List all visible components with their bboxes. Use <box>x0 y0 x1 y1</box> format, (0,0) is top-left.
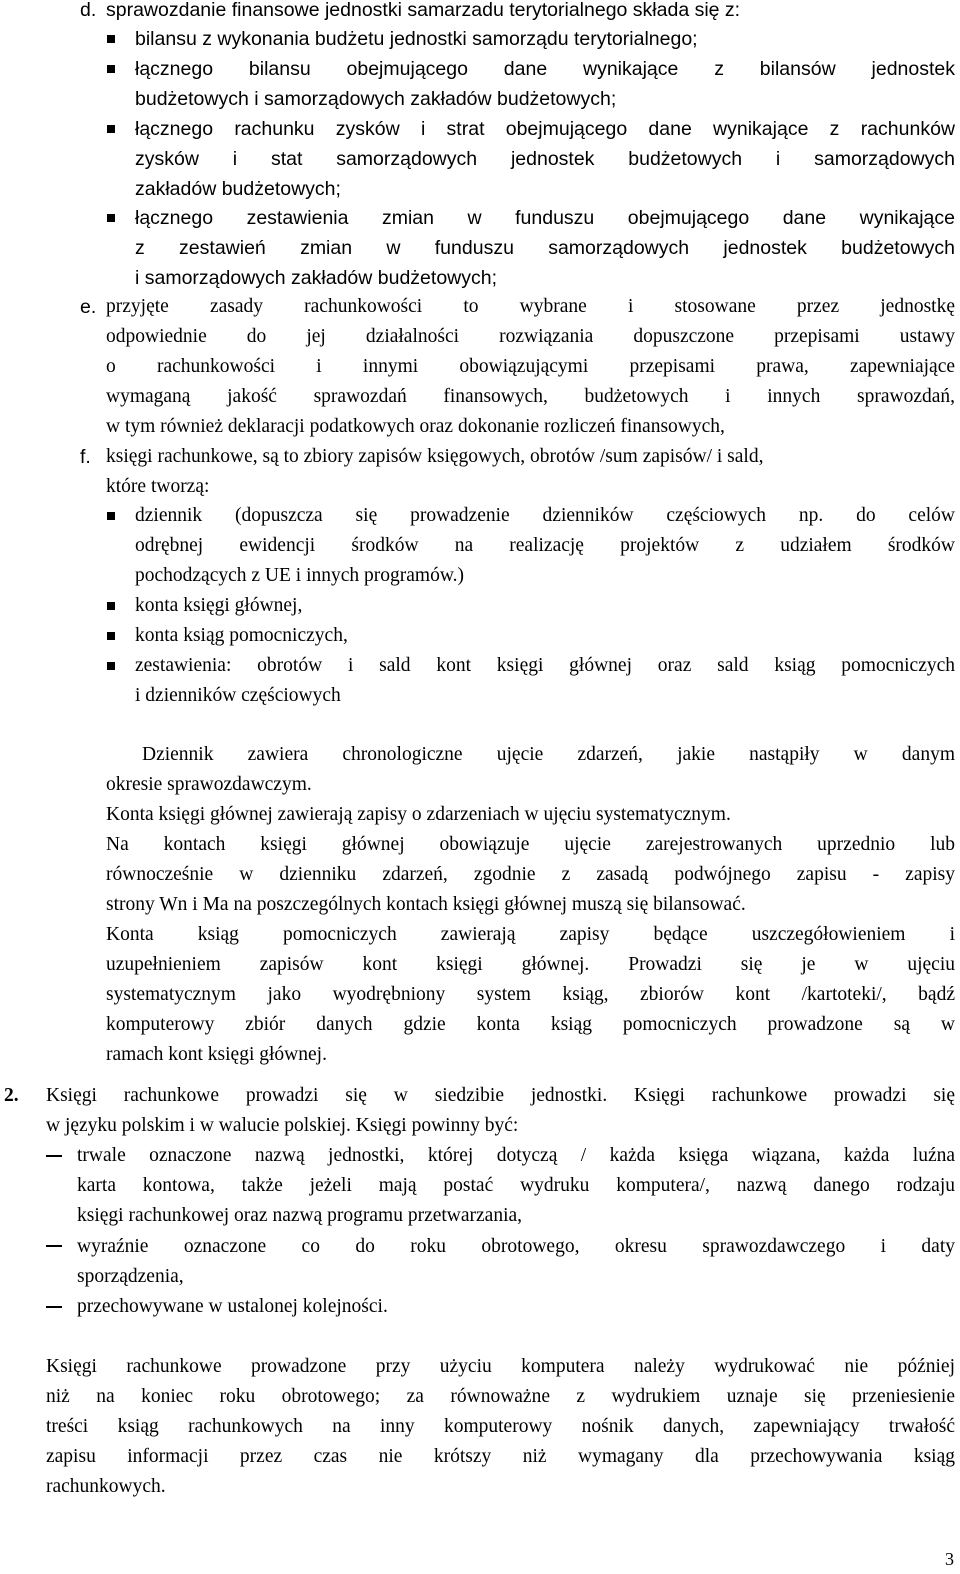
paragraph-line: równocześnie w dzienniku zdarzeń, zgodnie z zasadą podwójnego zapisu - zapisy <box>106 864 955 885</box>
paragraph-line: okresie sprawozdawczym. <box>106 774 312 795</box>
section-d-marker: d. <box>80 0 97 21</box>
paragraph-line: ramach kont księgi głównej. <box>106 1044 327 1065</box>
paragraph-line: systematycznym jako wyodrębniony system ksiąg, zbiorów kont /kartoteki/, bądź <box>106 984 955 1005</box>
paragraph-line: odpowiednie do jej działalności rozwiązania dopuszczone przepisami ustawy <box>106 326 955 347</box>
list-item-line: przechowywane w ustalonej kolejności. <box>77 1296 388 1317</box>
dash-bullet-icon <box>46 1245 62 1247</box>
paragraph-line: które tworzą: <box>106 476 210 497</box>
list-item-line: wyraźnie oznaczone co do roku obrotowego, okresu sprawozdawczego i daty <box>77 1236 955 1257</box>
list-item-line: i samorządowych zakładów budżetowych; <box>135 267 498 289</box>
list-item-line: karta kontowa, także jeżeli mają postać wydruku komputera/, nazwą danego rodzaju <box>77 1175 955 1196</box>
section-2-marker: 2. <box>4 1085 19 1106</box>
dash-bullet-icon <box>46 1306 62 1308</box>
dash-bullet-icon <box>46 1155 62 1157</box>
paragraph-line: księgi rachunkowe, są to zbiory zapisów księgowych, obrotów /sum zapisów/ i sald, <box>106 446 764 467</box>
paragraph-line: wymaganą jakość sprawozdań finansowych, budżetowych i innych sprawozdań, <box>106 386 955 407</box>
list-item-line: trwale oznaczone nazwą jednostki, której dotyczą / każda księga wiązana, każda luźna <box>77 1145 955 1166</box>
paragraph-line: zapisu informacji przez czas nie krótszy niż wymagany dla przechowywania ksiąg <box>46 1446 955 1467</box>
bullet-icon <box>107 602 115 610</box>
list-item-line: łącznego rachunku zysków i strat obejmującego dane wynikające z rachunków <box>135 118 955 140</box>
list-item-line: pochodzących z UE i innych programów.) <box>135 565 465 586</box>
bullet-icon <box>107 512 115 520</box>
paragraph-line: rachunkowych. <box>46 1476 166 1497</box>
list-item-line: zakładów budżetowych; <box>135 178 341 200</box>
bullet-icon <box>107 125 115 133</box>
list-item-line: konta księgi głównej, <box>135 595 303 616</box>
paragraph-line: uzupełnieniem zapisów kont księgi głównej. Prowadzi się je w ujęciu <box>106 954 955 975</box>
paragraph-line: strony Wn i Ma na poszczególnych kontach księgi głównej muszą się bilansować. <box>106 894 746 915</box>
list-item-line: dziennik (dopuszcza się prowadzenie dzienników częściowych np. do celów <box>135 505 955 526</box>
paragraph-line: przyjęte zasady rachunkowości to wybrane i stosowane przez jednostkę <box>106 296 955 317</box>
bullet-icon <box>107 632 115 640</box>
list-item-line: z zestawień zmian w funduszu samorządowych jednostek budżetowych <box>135 237 955 259</box>
paragraph-line: Na kontach księgi głównej obowiązuje ujęcie zarejestrowanych uprzednio lub <box>106 834 955 855</box>
list-item-line: budżetowych i samorządowych zakładów budżetowych; <box>135 88 617 110</box>
list-item-line: księgi rachunkowej oraz nazwą programu przetwarzania, <box>77 1205 523 1226</box>
paragraph-line: treści ksiąg rachunkowych na inny komputerowy nośnik danych, zapewniający trwałość <box>46 1416 955 1437</box>
list-item-line: i dzienników częściowych <box>135 685 341 706</box>
bullet-icon <box>107 214 115 222</box>
list-item-line: zysków i stat samorządowych jednostek budżetowych i samorządowych <box>135 148 955 170</box>
paragraph-line: w języku polskim i w walucie polskiej. Księgi powinny być: <box>46 1115 519 1136</box>
paragraph-line: Księgi rachunkowe prowadzone przy użyciu komputera należy wydrukować nie później <box>46 1356 955 1377</box>
list-item-line: zestawienia: obrotów i sald kont księgi głównej oraz sald ksiąg pomocniczych <box>135 655 955 676</box>
list-item-line: łącznego bilansu obejmującego dane wynikające z bilansów jednostek <box>135 58 955 80</box>
section-d-heading: sprawozdanie finansowe jednostki samarzadu terytorialnego składa się z: <box>106 0 741 21</box>
list-item-line: konta ksiąg pomocniczych, <box>135 625 348 646</box>
bullet-icon <box>107 662 115 670</box>
paragraph-line: Konta ksiąg pomocniczych zawierają zapisy będące uszczegółowieniem i <box>106 924 955 945</box>
section-f-marker: f. <box>80 446 91 468</box>
paragraph-line: o rachunkowości i innymi obowiązującymi przepisami prawa, zapewniające <box>106 356 955 377</box>
paragraph-line: Dziennik zawiera chronologiczne ujęcie zdarzeń, jakie nastąpiły w danym <box>142 744 955 765</box>
bullet-icon <box>107 65 115 73</box>
list-item-line: sporządzenia, <box>77 1266 184 1287</box>
list-item-line: odrębnej ewidencji środków na realizację projektów z udziałem środków <box>135 535 955 556</box>
paragraph-line: niż na koniec roku obrotowego; za równoważne z wydrukiem uznaje się przeniesienie <box>46 1386 955 1407</box>
paragraph-line: komputerowy zbiór danych gdzie konta ksiąg pomocniczych prowadzone są w <box>106 1014 955 1035</box>
list-item-line: bilansu z wykonania budżetu jednostki samorządu terytorialnego; <box>135 28 698 50</box>
bullet-icon <box>107 35 115 43</box>
paragraph-line: Konta księgi głównej zawierają zapisy o zdarzeniach w ujęciu systematycznym. <box>106 804 731 825</box>
page-number: 3 <box>945 1549 954 1569</box>
paragraph-line: Księgi rachunkowe prowadzi się w siedzibie jednostki. Księgi rachunkowe prowadzi się <box>46 1085 955 1106</box>
list-item-line: łącznego zestawienia zmian w funduszu obejmującego dane wynikające <box>135 207 955 229</box>
paragraph-line: w tym również deklaracji podatkowych oraz dokonanie rozliczeń finansowych, <box>106 416 725 437</box>
section-e-marker: e. <box>80 296 97 318</box>
